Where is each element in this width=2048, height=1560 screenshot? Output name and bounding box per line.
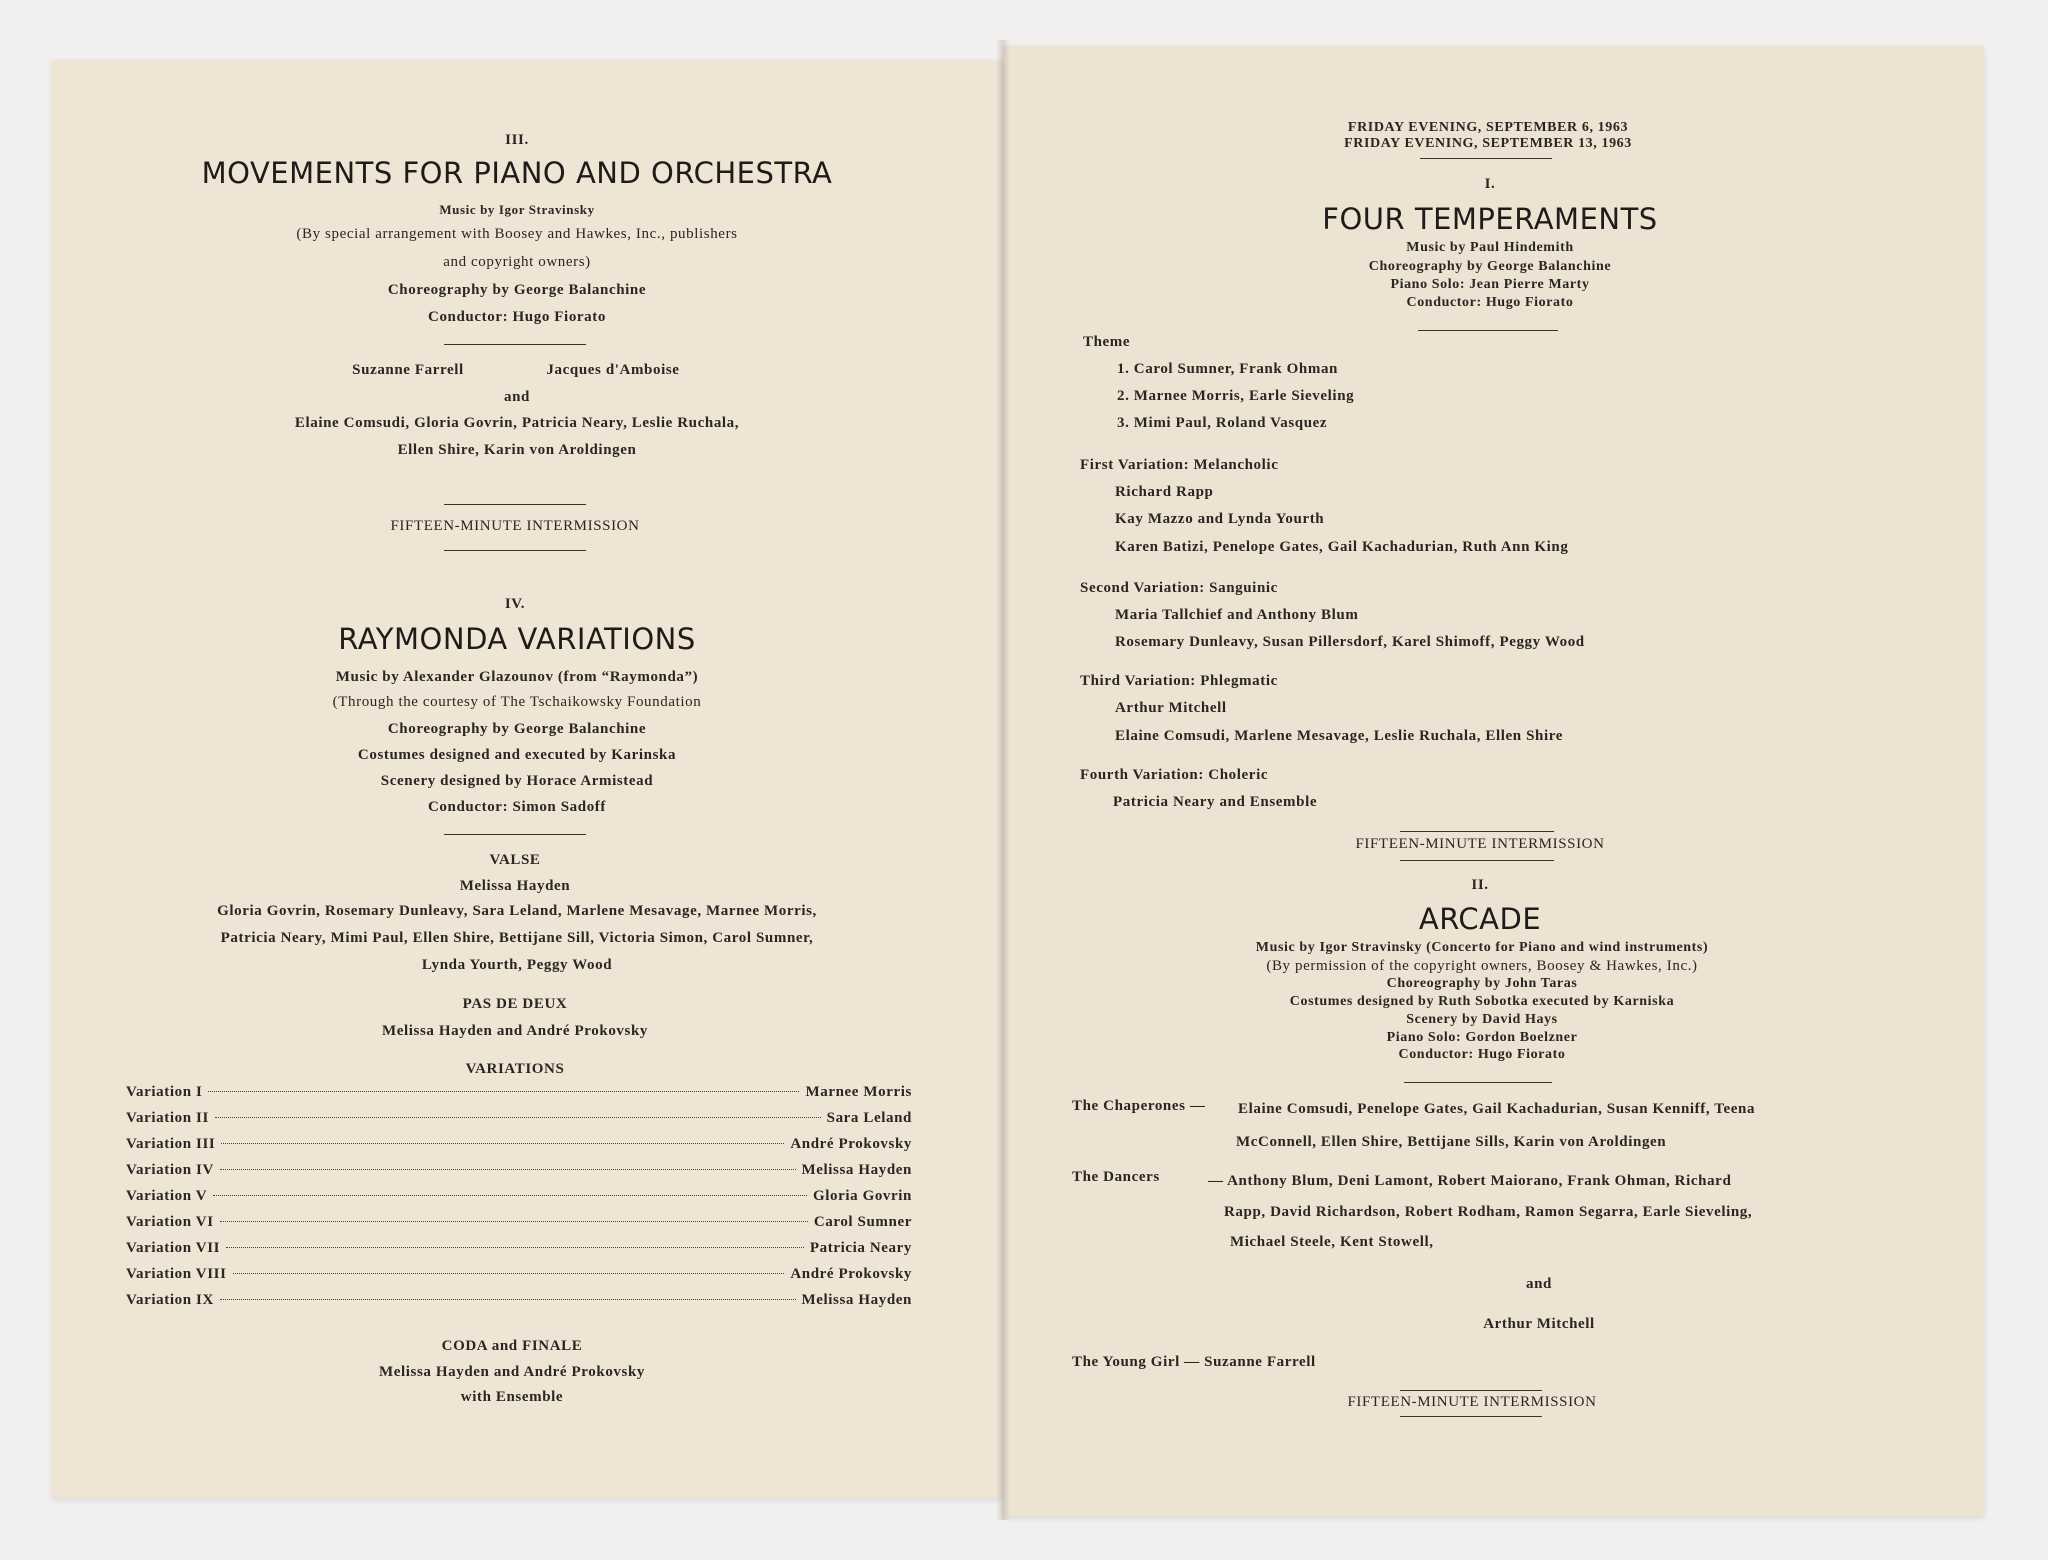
- dot-leader: [226, 1247, 804, 1248]
- coda-heading: CODA and FINALE: [441, 1338, 583, 1354]
- section-title: FOUR TEMPERAMENTS: [1322, 202, 1658, 236]
- variation-dancer: Marnee Morris: [805, 1084, 912, 1100]
- lead-dancer: Suzanne Farrell: [352, 362, 464, 378]
- variations-heading: VARIATIONS: [465, 1061, 565, 1077]
- arthur-mitchell: Arthur Mitchell: [1483, 1316, 1595, 1332]
- valse-heading: VALSE: [489, 852, 541, 868]
- divider: [1400, 1416, 1542, 1417]
- conductor-credit: Conductor: Hugo Fiorato: [428, 309, 606, 325]
- conductor-credit: Conductor: Simon Sadoff: [428, 799, 606, 815]
- variation-dancer: André Prokovsky: [790, 1136, 912, 1152]
- chaperones-label: The Chaperones —: [1072, 1098, 1206, 1114]
- variation-row: [126, 1084, 912, 1104]
- conductor-credit: Conductor: Hugo Fiorato: [1406, 295, 1574, 310]
- intermission-text: FIFTEEN-MINUTE INTERMISSION: [1355, 836, 1605, 852]
- coda-with-ensemble: with Ensemble: [460, 1389, 564, 1405]
- intermission-text: FIFTEEN-MINUTE INTERMISSION: [1347, 1394, 1597, 1410]
- variation-dancer: Sara Leland: [826, 1110, 912, 1126]
- variation-row: [126, 1266, 912, 1286]
- choreography-credit: Choreography by George Balanchine: [1368, 259, 1612, 274]
- section-numeral: II.: [1471, 877, 1489, 893]
- variation-label: Variation V: [126, 1188, 208, 1204]
- dancers-cast-line-2: Rapp, David Richardson, Robert Rodham, Ramon Segarra, Earle Sieveling,: [1224, 1204, 1753, 1220]
- variation-dancer: Gloria Govrin: [812, 1188, 912, 1204]
- piano-credit: Piano Solo: Gordon Boelzner: [1386, 1030, 1578, 1045]
- cast-line-2: Ellen Shire, Karin von Aroldingen: [397, 442, 637, 458]
- valse-lead: Melissa Hayden: [459, 878, 571, 894]
- scenery-credit: Scenery designed by Horace Armistead: [380, 773, 654, 789]
- valse-cast-line-2: Patricia Neary, Mimi Paul, Ellen Shire, Bettijane Sill, Victoria Simon, Carol Sumner,: [220, 930, 814, 946]
- variation-dancer: Carol Sumner: [813, 1214, 912, 1230]
- variation-label: Variation IV: [126, 1162, 214, 1178]
- young-girl-cast: The Young Girl — Suzanne Farrell: [1072, 1354, 1316, 1370]
- variation-dancer: Melissa Hayden: [801, 1162, 912, 1178]
- dot-leader: [233, 1273, 785, 1274]
- variation-row: [126, 1162, 912, 1182]
- section-title: ARCADE: [1418, 902, 1542, 936]
- scenery-credit: Scenery by David Hays: [1406, 1012, 1558, 1027]
- divider: [444, 834, 586, 835]
- variation-row: [126, 1110, 912, 1130]
- divider: [1400, 860, 1554, 861]
- variation-dancer: Patricia Neary: [809, 1240, 912, 1256]
- section-title: MOVEMENTS FOR PIANO AND ORCHESTRA: [201, 156, 833, 190]
- variation-row: [126, 1214, 912, 1234]
- section-numeral: I.: [1484, 176, 1496, 192]
- theme-cast: 1. Carol Sumner, Frank Ohman: [1117, 361, 1338, 377]
- music-credit: Music by Igor Stravinsky (Concerto for Piano and wind instruments): [1255, 940, 1709, 955]
- piano-credit: Piano Solo: Jean Pierre Marty: [1390, 277, 1590, 292]
- dot-leader: [220, 1299, 796, 1300]
- choreography-credit: Choreography by George Balanchine: [387, 721, 647, 737]
- arrangement-line-2: and copyright owners): [443, 254, 591, 270]
- variation-label: Variation I: [126, 1084, 203, 1100]
- dancers-label: The Dancers: [1072, 1169, 1160, 1185]
- courtesy-line: (Through the courtesy of The Tschaikowsky Foundation: [332, 694, 702, 710]
- variation-row: [126, 1188, 912, 1208]
- variation-label: Variation II: [126, 1110, 209, 1126]
- arrangement-line-1: (By special arrangement with Boosey and Hawkes, Inc., publishers: [296, 226, 738, 242]
- variation-cast: Rosemary Dunleavy, Susan Pillersdorf, Karel Shimoff, Peggy Wood: [1115, 634, 1585, 650]
- variation-heading: Second Variation: Sanguinic: [1080, 580, 1278, 596]
- variation-label: Variation VIII: [126, 1266, 227, 1282]
- permission-line: (By permission of the copyright owners, Boosey & Hawkes, Inc.): [1266, 958, 1698, 974]
- theme-cast: 2. Marnee Morris, Earle Sieveling: [1117, 388, 1355, 404]
- variation-heading: Fourth Variation: Choleric: [1080, 767, 1269, 783]
- valse-cast-line-3: Lynda Yourth, Peggy Wood: [421, 957, 613, 973]
- divider: [444, 504, 586, 505]
- costumes-credit: Costumes designed by Ruth Sobotka executed by Karniska: [1289, 994, 1675, 1009]
- divider: [1418, 330, 1558, 331]
- music-credit: Music by Paul Hindemith: [1406, 240, 1574, 255]
- chaperones-cast-line-1: Elaine Comsudi, Penelope Gates, Gail Kachadurian, Susan Kenniff, Teena: [1238, 1101, 1756, 1117]
- pas-de-deux-heading: PAS DE DEUX: [462, 996, 568, 1012]
- variation-dancer: André Prokovsky: [790, 1266, 912, 1282]
- variation-cast: Richard Rapp: [1115, 484, 1214, 500]
- performance-date: FRIDAY EVENING, SEPTEMBER 13, 1963: [1344, 136, 1632, 151]
- dot-leader: [220, 1221, 808, 1222]
- pas-de-deux-cast: Melissa Hayden and André Prokovsky: [382, 1023, 648, 1039]
- variation-heading: First Variation: Melancholic: [1080, 457, 1279, 473]
- divider: [444, 344, 586, 345]
- variation-cast: Karen Batizi, Penelope Gates, Gail Kachadurian, Ruth Ann King: [1115, 539, 1569, 555]
- variation-row: [126, 1136, 912, 1156]
- variation-heading: Third Variation: Phlegmatic: [1080, 673, 1278, 689]
- dot-leader: [213, 1195, 807, 1196]
- costumes-credit: Costumes designed and executed by Karinska: [357, 747, 677, 763]
- choreography-credit: Choreography by John Taras: [1386, 976, 1578, 991]
- divider: [1404, 1082, 1552, 1083]
- variation-cast: Maria Tallchief and Anthony Blum: [1115, 607, 1359, 623]
- music-credit: Music by Igor Stravinsky: [439, 202, 595, 217]
- variation-cast: Kay Mazzo and Lynda Yourth: [1115, 511, 1325, 527]
- dot-leader: [220, 1169, 796, 1170]
- theme-cast: 3. Mimi Paul, Roland Vasquez: [1117, 415, 1328, 431]
- dot-leader: [208, 1091, 799, 1092]
- variation-label: Variation VII: [126, 1240, 221, 1256]
- music-credit: Music by Alexander Glazounov (from “Raymonda”): [335, 669, 699, 685]
- performance-date: FRIDAY EVENING, SEPTEMBER 6, 1963: [1347, 120, 1629, 135]
- and-text: and: [504, 389, 530, 405]
- conductor-credit: Conductor: Hugo Fiorato: [1398, 1047, 1566, 1062]
- section-title: RAYMONDA VARIATIONS: [338, 622, 696, 656]
- coda-cast: Melissa Hayden and André Prokovsky: [379, 1364, 645, 1380]
- section-numeral: IV.: [504, 596, 526, 612]
- cast-line-1: Elaine Comsudi, Gloria Govrin, Patricia Neary, Leslie Ruchala,: [294, 415, 740, 431]
- theme-heading: Theme: [1083, 334, 1131, 350]
- dot-leader: [221, 1143, 784, 1144]
- dot-leader: [215, 1117, 821, 1118]
- dancers-cast-line-1: — Anthony Blum, Deni Lamont, Robert Maiorano, Frank Ohman, Richard: [1208, 1173, 1732, 1189]
- variation-cast: Patricia Neary and Ensemble: [1113, 794, 1318, 810]
- choreography-credit: Choreography by George Balanchine: [387, 282, 647, 298]
- center-fold: [996, 40, 1010, 1520]
- dancers-cast-line-3: Michael Steele, Kent Stowell,: [1230, 1234, 1434, 1250]
- chaperones-cast-line-2: McConnell, Ellen Shire, Bettijane Sills, Karin von Aroldingen: [1236, 1134, 1667, 1150]
- divider: [1400, 1390, 1542, 1391]
- intermission-text: FIFTEEN-MINUTE INTERMISSION: [390, 518, 640, 534]
- variation-label: Variation III: [126, 1136, 216, 1152]
- section-numeral: III.: [505, 132, 529, 148]
- and-text: and: [1526, 1276, 1552, 1292]
- variation-row: [126, 1292, 912, 1312]
- divider: [1420, 158, 1552, 159]
- divider: [444, 550, 586, 551]
- variation-row: [126, 1240, 912, 1260]
- variation-cast: Elaine Comsudi, Marlene Mesavage, Leslie Ruchala, Ellen Shire: [1115, 728, 1563, 744]
- divider: [1400, 831, 1554, 832]
- variation-dancer: Melissa Hayden: [801, 1292, 912, 1308]
- variation-label: Variation VI: [126, 1214, 214, 1230]
- variation-cast: Arthur Mitchell: [1115, 700, 1227, 716]
- lead-dancer: Jacques d'Amboise: [546, 362, 680, 378]
- variation-label: Variation IX: [126, 1292, 214, 1308]
- valse-cast-line-1: Gloria Govrin, Rosemary Dunleavy, Sara Leland, Marlene Mesavage, Marnee Morris,: [217, 903, 817, 919]
